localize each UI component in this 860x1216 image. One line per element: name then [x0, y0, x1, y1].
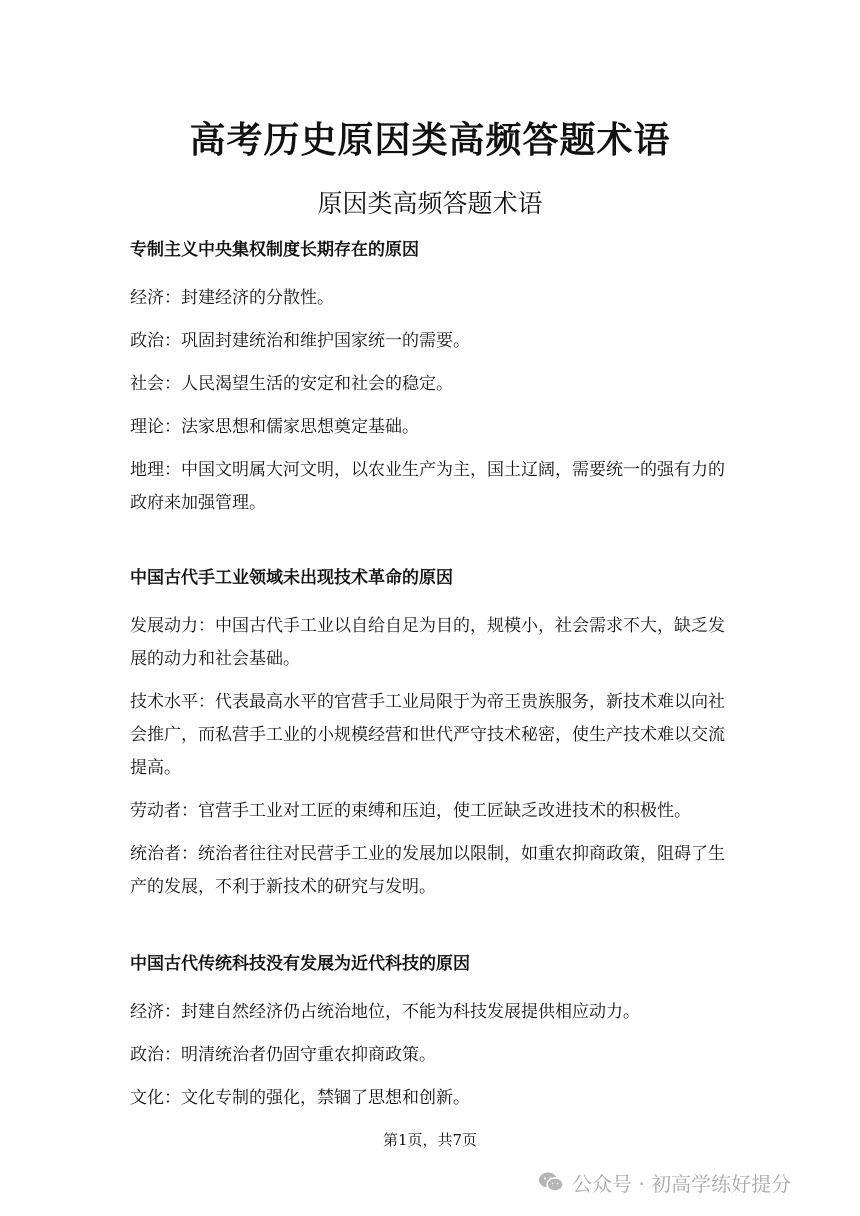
paragraph: 经济：封建经济的分散性。	[130, 288, 334, 308]
section-heading: 中国古代手工业领域未出现技术革命的原因	[130, 568, 453, 588]
paragraph: 政治：巩固封建统治和维护国家统一的需要。	[130, 331, 470, 351]
paragraph: 地理：中国文明属大河文明，以农业生产为主，国土辽阔，需要统一的强有力的政府来加强管理。	[130, 460, 725, 513]
wechat-icon	[538, 1171, 564, 1193]
section-heading: 专制主义中央集权制度长期存在的原因	[130, 240, 419, 260]
paragraph: 文化：文化专制的强化，禁锢了思想和创新。	[130, 1088, 470, 1108]
paragraph: 社会：人民渴望生活的安定和社会的稳定。	[130, 374, 453, 394]
document-body	[130, 236, 730, 1125]
document-subtitle: 原因类高频答题术语	[317, 189, 543, 218]
paragraph: 经济：封建自然经济仍占统治地位，不能为科技发展提供相应动力。	[130, 1002, 640, 1022]
section-handicraft	[130, 564, 730, 904]
paragraph: 政治：明清统治者仍固守重农抑商政策。	[130, 1045, 436, 1065]
page-number: 第1页，共7页	[382, 1131, 478, 1149]
document-title: 高考历史原因类高频答题术语	[189, 120, 671, 161]
watermark	[538, 1165, 791, 1199]
section-science	[130, 950, 730, 1115]
paragraph: 统治者：统治者往往对民营手工业的发展加以限制，如重农抑商政策，阻碍了生产的发展，不利于新技术的研究与发明。	[130, 844, 725, 897]
paragraph: 劳动者：官营手工业对工匠的束缚和压迫，使工匠缺乏改进技术的积极性。	[130, 801, 691, 821]
section-centralization	[130, 236, 730, 520]
paragraph: 发展动力：中国古代手工业以自给自足为目的，规模小，社会需求不大，缺乏发展的动力和社会基础。	[130, 616, 725, 669]
paragraph: 理论：法家思想和儒家思想奠定基础。	[130, 417, 419, 437]
paragraph: 技术水平：代表最高水平的官营手工业局限于为帝王贵族服务，新技术难以向社会推广，而私营手工业的小规模经营和世代严守技术秘密，使生产技术难以交流提高。	[130, 692, 725, 778]
watermark-text: 公众号 · 初高学练好提分	[572, 1171, 792, 1196]
section-heading: 中国古代传统科技没有发展为近代科技的原因	[130, 954, 470, 974]
